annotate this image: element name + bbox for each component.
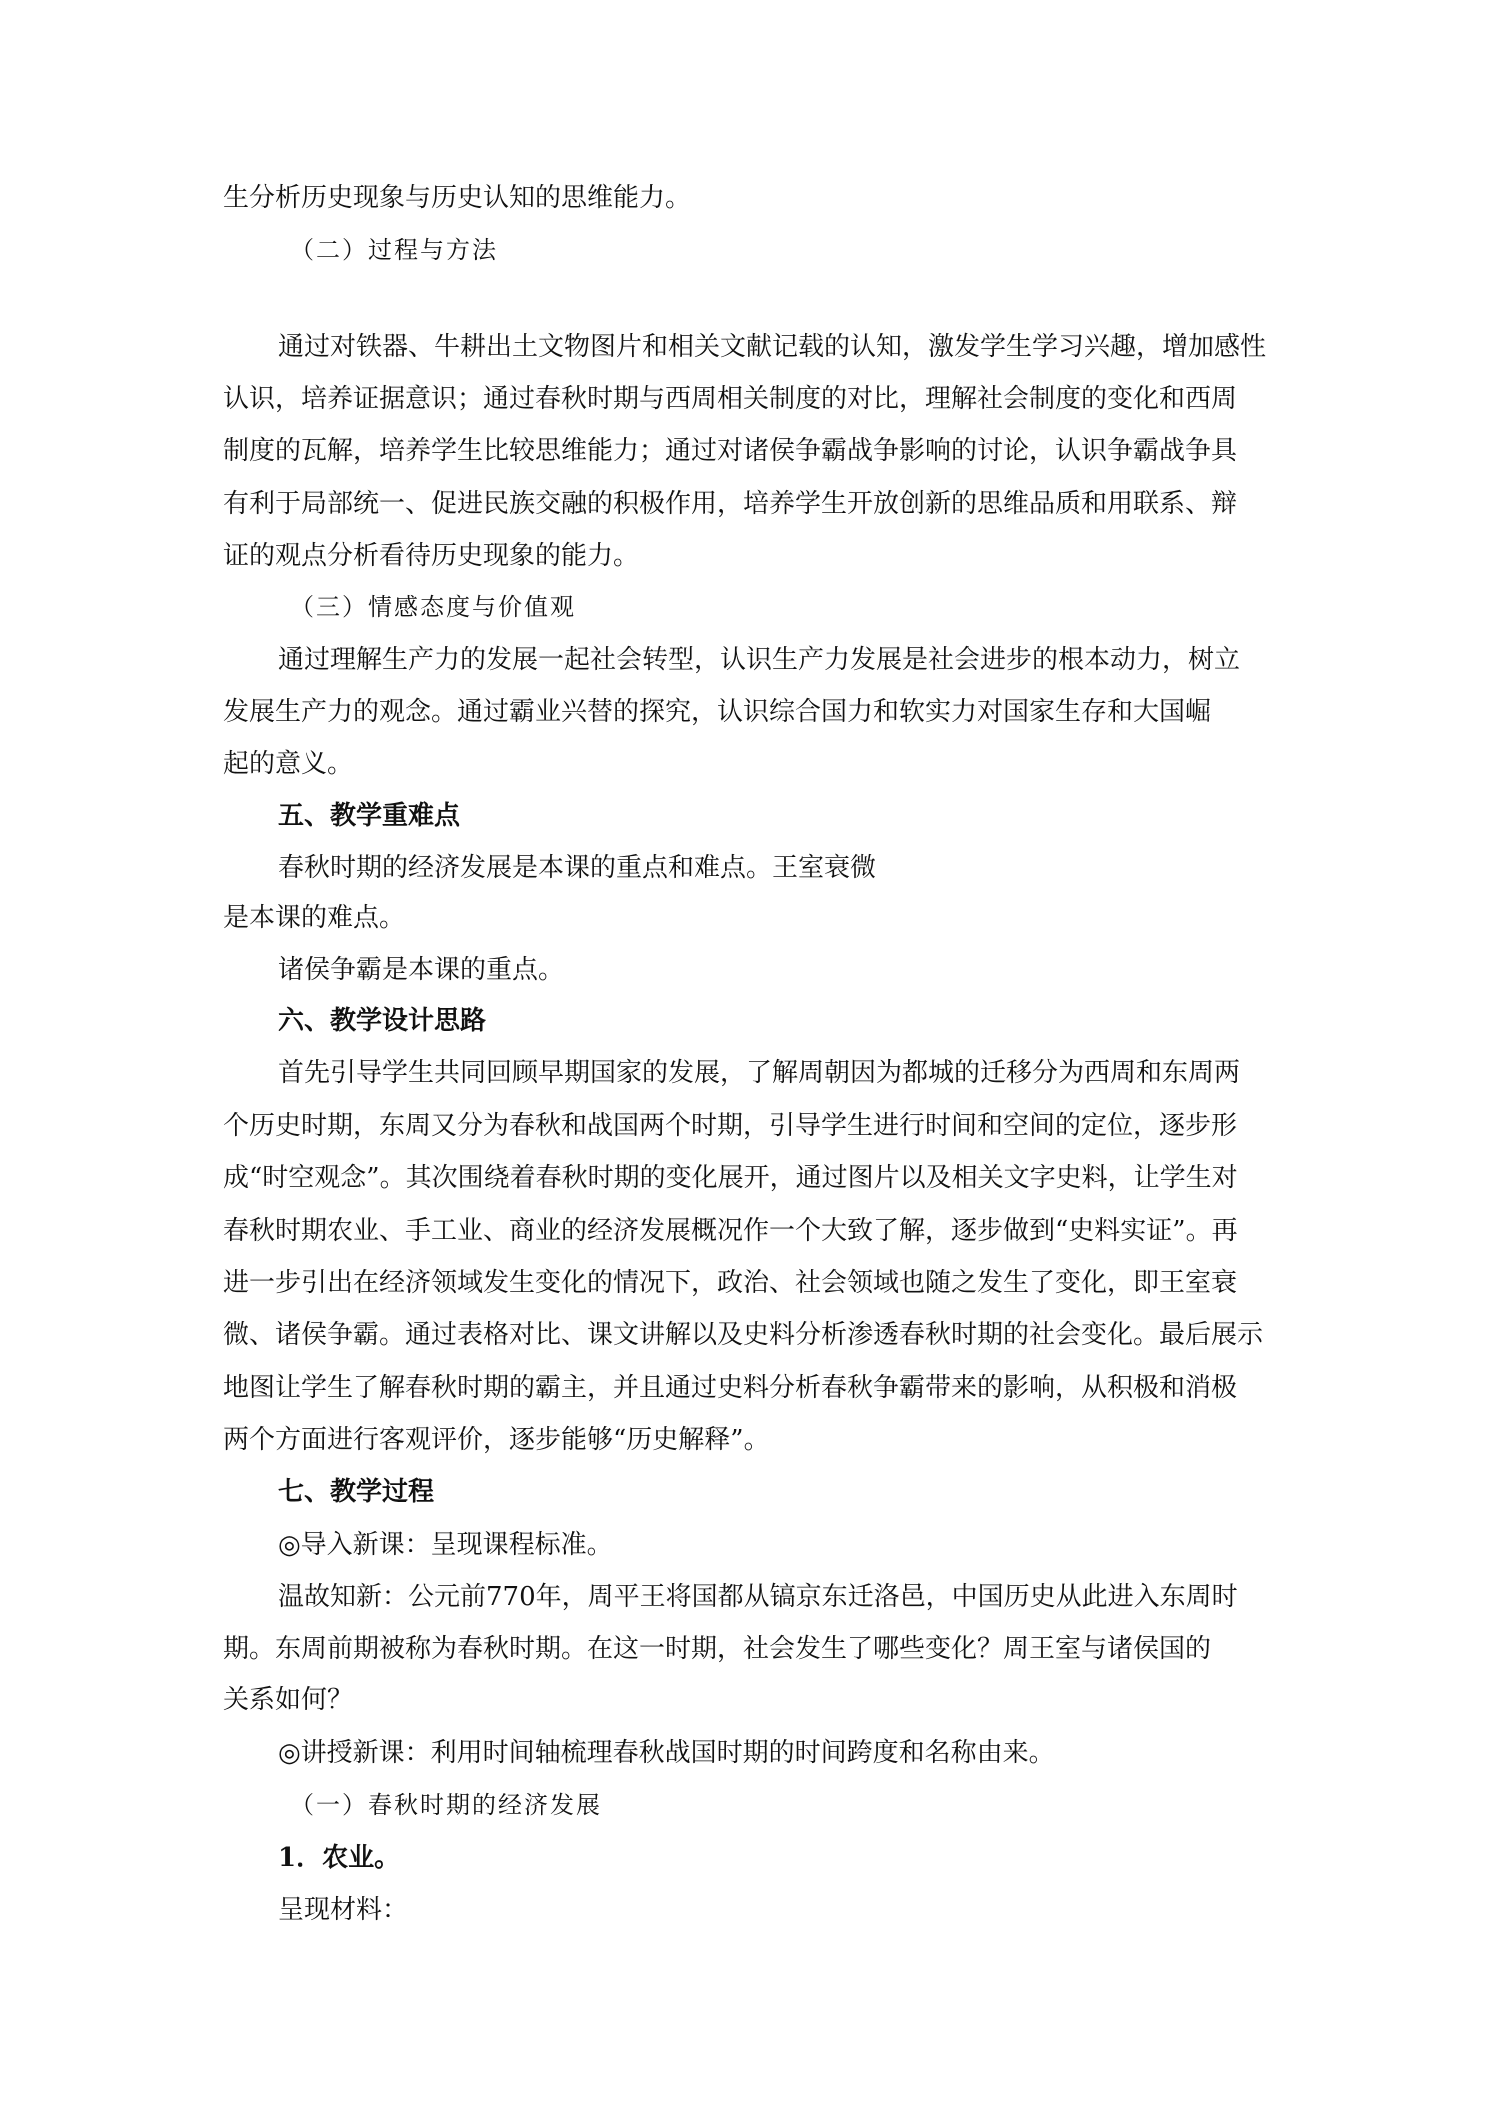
paragraph-line: 是本课的难点。: [223, 903, 406, 933]
paragraph-line: 认识，培养证据意识；通过春秋时期与西周相关制度的对比，理解社会制度的变化和西周: [223, 384, 1238, 414]
paragraph-line: 证的观点分析看待历史现象的能力。: [223, 541, 640, 571]
paragraph-line: 个历史时期，东周又分为春秋和战国两个时期，引导学生进行时间和空间的定位，逐步形: [223, 1111, 1238, 1141]
paragraph-line: 呈现材料：: [278, 1895, 409, 1925]
paragraph-line: 两个方面进行客观评价，逐步能够“历史解释”。: [223, 1425, 770, 1455]
paragraph-line: 首先引导学生共同回顾早期国家的发展，了解周朝因为都城的迁移分为西周和东周两: [278, 1058, 1241, 1088]
paragraph-line: ◎讲授新课：利用时间轴梳理春秋战国时期的时间跨度和名称由来。: [278, 1738, 1055, 1768]
paragraph-line: 起的意义。: [223, 749, 354, 779]
paragraph-line: 生分析历史现象与历史认知的思维能力。: [223, 183, 692, 213]
paragraph-line: 有利于局部统一、促进民族交融的积极作用，培养学生开放创新的思维品质和用联系、辩: [223, 489, 1238, 519]
paragraph-line: ◎导入新课：呈现课程标准。: [278, 1530, 613, 1560]
section-heading-5: 五、教学重难点: [278, 801, 461, 831]
paragraph-line: 期。东周前期被称为春秋时期。在这一时期，社会发生了哪些变化？周王室与诸侯国的: [223, 1634, 1212, 1664]
paragraph-line: 进一步引出在经济领域发生变化的情况下，政治、社会领域也随之发生了变化，即王室衰: [223, 1268, 1238, 1298]
paragraph-line: 制度的瓦解，培养学生比较思维能力；通过对诸侯争霸战争影响的讨论，认识争霸战争具: [223, 436, 1238, 466]
section-heading-7: 七、教学过程: [278, 1477, 435, 1507]
paragraph-line: 温故知新：公元前770年，周平王将国都从镐京东迁洛邑，中国历史从此进入东周时: [278, 1582, 1238, 1612]
paragraph-line: 诸侯争霸是本课的重点。: [278, 955, 565, 985]
section-heading-emotion: （三）情感态度与价值观: [290, 593, 576, 621]
paragraph-line: 发展生产力的观念。通过霸业兴替的探究，认识综合国力和软实力对国家生存和大国崛: [223, 697, 1212, 727]
subsection-heading-agriculture: 1．农业。: [278, 1843, 401, 1873]
paragraph-line: 通过对铁器、牛耕出土文物图片和相关文献记载的认知，激发学生学习兴趣，增加感性: [278, 332, 1267, 362]
paragraph-line: 地图让学生了解春秋时期的霸主，并且通过史料分析春秋争霸带来的影响，从积极和消极: [223, 1373, 1238, 1403]
paragraph-line: 微、诸侯争霸。通过表格对比、课文讲解以及史料分析渗透春秋时期的社会变化。最后展示: [223, 1320, 1264, 1350]
section-heading-6: 六、教学设计思路: [278, 1006, 487, 1036]
subsection-heading: （一）春秋时期的经济发展: [290, 1791, 602, 1819]
paragraph-line: 春秋时期的经济发展是本课的重点和难点。王室衰微: [278, 853, 877, 883]
paragraph-line: 成“时空观念”。其次围绕着春秋时期的变化展开，通过图片以及相关文字史料，让学生对: [223, 1163, 1238, 1193]
paragraph-line: 关系如何？: [223, 1685, 354, 1715]
paragraph-line: 通过理解生产力的发展一起社会转型，认识生产力发展是社会进步的根本动力，树立: [278, 645, 1241, 675]
section-heading-process: （二）过程与方法: [290, 236, 498, 264]
paragraph-line: 春秋时期农业、手工业、商业的经济发展概况作一个大致了解，逐步做到“史料实证”。再: [223, 1216, 1238, 1246]
